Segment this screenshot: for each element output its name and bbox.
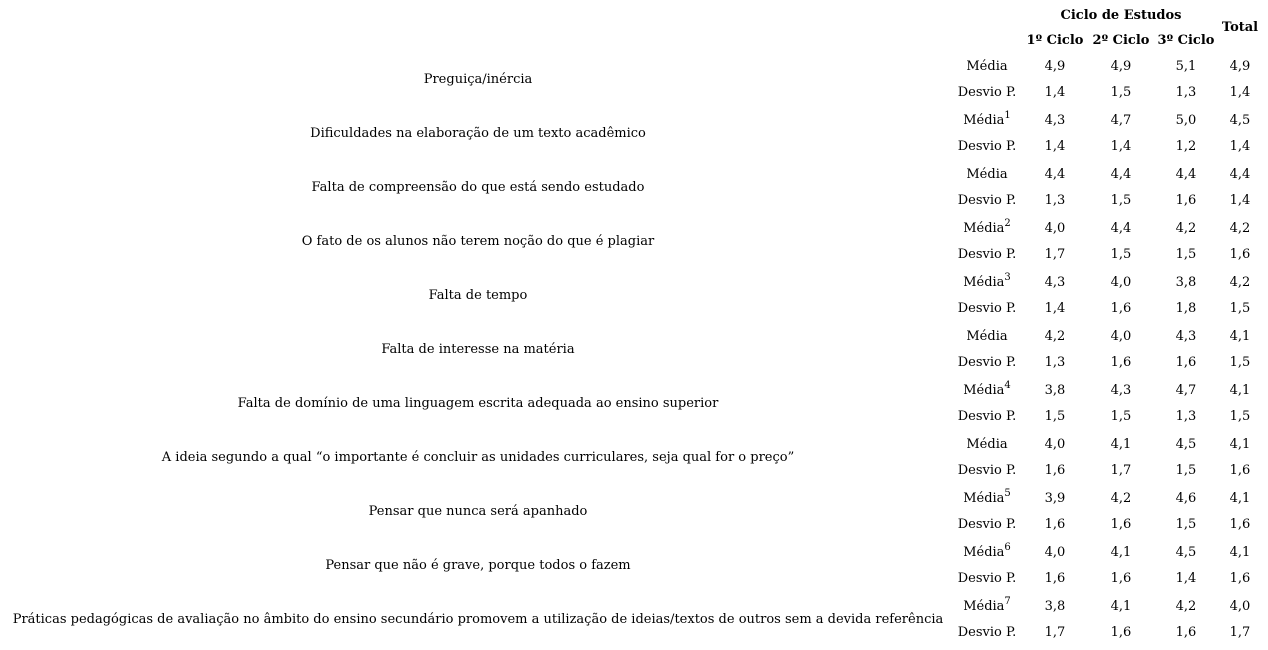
sd-value: 1,4	[1044, 301, 1066, 316]
sd-value: 1,7	[1110, 463, 1132, 478]
sd-value: 1,4	[1175, 571, 1197, 586]
mean-value: 4,3	[1044, 113, 1066, 128]
row-label: Falta de domínio de uma linguagem escrita adequada ao ensino superior	[237, 396, 719, 411]
mean-value: 5,1	[1175, 59, 1197, 74]
footnote-marker: 5	[1004, 488, 1011, 499]
sd-value: 1,5	[1229, 301, 1251, 316]
sd-value: 1,6	[1044, 463, 1066, 478]
sd-value: 1,5	[1044, 409, 1066, 424]
mean-value: 4,0	[1044, 545, 1066, 560]
header-total: Total	[1221, 20, 1259, 35]
mean-label	[947, 488, 1027, 506]
mean-value: 4,0	[1229, 599, 1251, 614]
sd-value: 1,5	[1175, 463, 1197, 478]
mean-label	[947, 380, 1027, 398]
footnote-marker: 1	[1004, 110, 1011, 121]
mean-value: 4,4	[1110, 167, 1132, 182]
sd-label: Desvio P.	[957, 355, 1017, 370]
sd-value: 1,5	[1110, 85, 1132, 100]
sd-label: Desvio P.	[957, 571, 1017, 586]
sd-value: 1,3	[1044, 355, 1066, 370]
sd-value: 1,6	[1110, 625, 1132, 640]
sd-value: 1,5	[1110, 409, 1132, 424]
sd-value: 1,4	[1110, 139, 1132, 154]
mean-value: 3,8	[1044, 383, 1066, 398]
mean-label-text: Média	[963, 599, 1005, 614]
sd-label: Desvio P.	[957, 85, 1017, 100]
mean-value: 4,7	[1110, 113, 1132, 128]
row-label: Falta de interesse na matéria	[381, 342, 575, 357]
mean-value: 4,4	[1175, 167, 1197, 182]
mean-label	[947, 596, 1027, 614]
mean-value: 4,9	[1044, 59, 1066, 74]
row-label: O fato de os alunos não terem noção do que é plagiar	[301, 234, 655, 249]
row-label: Pensar que nunca será apanhado	[368, 504, 588, 519]
sd-value: 1,6	[1175, 193, 1197, 208]
sd-value: 1,6	[1044, 571, 1066, 586]
mean-label	[947, 110, 1027, 128]
header-ciclo-de-estudos: Ciclo de Estudos	[1060, 8, 1182, 23]
mean-label	[947, 329, 1027, 344]
row-label: Pensar que não é grave, porque todos o fazem	[325, 558, 631, 573]
mean-value: 4,1	[1229, 383, 1251, 398]
sd-label: Desvio P.	[957, 247, 1017, 262]
mean-label	[947, 272, 1027, 290]
mean-value: 4,4	[1110, 221, 1132, 236]
mean-value: 3,8	[1175, 275, 1197, 290]
mean-value: 3,8	[1044, 599, 1066, 614]
mean-value: 3,9	[1044, 491, 1066, 506]
sd-value: 1,5	[1110, 193, 1132, 208]
sd-value: 1,6	[1229, 517, 1251, 532]
sd-label: Desvio P.	[957, 517, 1017, 532]
footnote-marker: 4	[1004, 380, 1011, 391]
mean-label-text: Média	[963, 545, 1005, 560]
mean-value: 4,6	[1175, 491, 1197, 506]
sd-value: 1,7	[1229, 625, 1251, 640]
row-label: Dificuldades na elaboração de um texto acadêmico	[310, 126, 646, 141]
sd-value: 1,4	[1229, 193, 1251, 208]
sd-value: 1,5	[1229, 355, 1251, 370]
sd-value: 1,5	[1175, 247, 1197, 262]
sd-value: 1,6	[1175, 355, 1197, 370]
mean-value: 4,2	[1175, 599, 1197, 614]
sd-label: Desvio P.	[957, 193, 1017, 208]
footnote-marker: 7	[1004, 596, 1011, 607]
sd-value: 1,4	[1044, 85, 1066, 100]
mean-label	[947, 167, 1027, 182]
sd-value: 1,6	[1044, 517, 1066, 532]
sd-value: 1,6	[1175, 625, 1197, 640]
mean-value: 4,4	[1044, 167, 1066, 182]
sd-value: 1,4	[1044, 139, 1066, 154]
row-label: Falta de compreensão do que está sendo estudado	[311, 180, 645, 195]
sd-label: Desvio P.	[957, 409, 1017, 424]
mean-label-text: Média	[963, 491, 1005, 506]
header-2-ciclo: 2º Ciclo	[1092, 33, 1150, 48]
mean-value: 4,1	[1229, 545, 1251, 560]
mean-value: 4,0	[1044, 221, 1066, 236]
mean-label-text: Média	[963, 275, 1005, 290]
sd-value: 1,7	[1044, 625, 1066, 640]
sd-value: 1,2	[1175, 139, 1197, 154]
mean-label-text: Média	[963, 113, 1005, 128]
sd-value: 1,5	[1229, 409, 1251, 424]
mean-value: 4,2	[1175, 221, 1197, 236]
sd-value: 1,6	[1229, 463, 1251, 478]
row-label: Preguiça/inércia	[423, 72, 533, 87]
sd-label: Desvio P.	[957, 139, 1017, 154]
sd-label: Desvio P.	[957, 625, 1017, 640]
mean-value: 5,0	[1175, 113, 1197, 128]
mean-value: 4,5	[1175, 437, 1197, 452]
mean-label-text: Média	[966, 167, 1008, 182]
sd-value: 1,6	[1229, 247, 1251, 262]
mean-label	[947, 437, 1027, 452]
mean-value: 4,3	[1110, 383, 1132, 398]
sd-value: 1,7	[1044, 247, 1066, 262]
row-label: Falta de tempo	[428, 288, 528, 303]
mean-value: 4,2	[1229, 275, 1251, 290]
mean-value: 4,5	[1175, 545, 1197, 560]
mean-label	[947, 218, 1027, 236]
sd-value: 1,3	[1175, 85, 1197, 100]
footnote-marker: 3	[1004, 272, 1011, 283]
mean-value: 4,4	[1229, 167, 1251, 182]
sd-value: 1,3	[1044, 193, 1066, 208]
sd-value: 1,6	[1229, 571, 1251, 586]
mean-value: 4,2	[1044, 329, 1066, 344]
mean-value: 4,9	[1229, 59, 1251, 74]
mean-label-text: Média	[966, 437, 1008, 452]
sd-value: 1,3	[1175, 409, 1197, 424]
mean-value: 4,0	[1110, 329, 1132, 344]
mean-value: 4,1	[1229, 491, 1251, 506]
sd-value: 1,4	[1229, 85, 1251, 100]
mean-value: 4,1	[1110, 437, 1132, 452]
mean-value: 4,2	[1229, 221, 1251, 236]
mean-value: 4,0	[1110, 275, 1132, 290]
mean-value: 4,1	[1110, 599, 1132, 614]
sd-value: 1,5	[1110, 247, 1132, 262]
mean-value: 4,3	[1044, 275, 1066, 290]
mean-value: 4,1	[1229, 437, 1251, 452]
sd-value: 1,6	[1110, 355, 1132, 370]
row-label: Práticas pedagógicas de avaliação no âmbito do ensino secundário promovem a utilização de ideias/textos de outros sem a devida referência	[12, 612, 944, 627]
mean-label-text: Média	[963, 221, 1005, 236]
sd-value: 1,5	[1175, 517, 1197, 532]
mean-value: 4,3	[1175, 329, 1197, 344]
mean-value: 4,2	[1110, 491, 1132, 506]
mean-label-text: Média	[963, 383, 1005, 398]
footnote-marker: 2	[1004, 218, 1011, 229]
header-3-ciclo: 3º Ciclo	[1157, 33, 1215, 48]
sd-value: 1,6	[1110, 517, 1132, 532]
mean-label	[947, 542, 1027, 560]
mean-value: 4,0	[1044, 437, 1066, 452]
sd-label: Desvio P.	[957, 301, 1017, 316]
sd-value: 1,6	[1110, 571, 1132, 586]
mean-value: 4,7	[1175, 383, 1197, 398]
header-1-ciclo: 1º Ciclo	[1026, 33, 1084, 48]
sd-value: 1,6	[1110, 301, 1132, 316]
sd-value: 1,8	[1175, 301, 1197, 316]
footnote-marker: 6	[1004, 542, 1011, 553]
row-label: A ideia segundo a qual “o importante é concluir as unidades curriculares, seja qual for o preço”	[161, 450, 795, 465]
mean-value: 4,1	[1110, 545, 1132, 560]
mean-value: 4,1	[1229, 329, 1251, 344]
mean-label-text: Média	[966, 59, 1008, 74]
mean-label	[947, 59, 1027, 74]
sd-value: 1,4	[1229, 139, 1251, 154]
mean-value: 4,5	[1229, 113, 1251, 128]
mean-label-text: Média	[966, 329, 1008, 344]
mean-value: 4,9	[1110, 59, 1132, 74]
sd-label: Desvio P.	[957, 463, 1017, 478]
